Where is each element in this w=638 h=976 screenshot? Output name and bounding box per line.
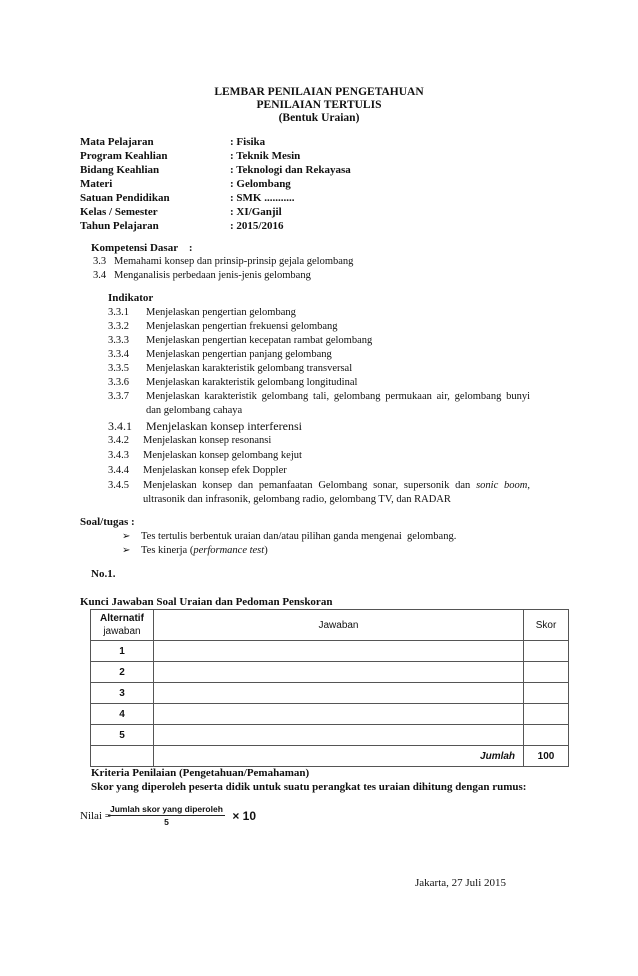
indikator-num: 3.3.3 [108,335,129,346]
indikator-text: Menjelaskan konsep efek Doppler [143,465,287,476]
indikator-text-part: Menjelaskan konsep dan pemanfaatan Gelombang sonar, supersonik dan [143,480,477,491]
table-row [91,704,569,725]
kriteria-heading: Kriteria Penilaian (Pengetahuan/Pemahaman) [91,767,310,779]
soal-item: Tes tertulis berbentuk uraian dan/atau pilihan ganda mengenai gelombang. [141,531,457,542]
indikator-num: 3.4.1 [108,419,132,433]
soal-heading: Soal/tugas : [80,516,135,528]
score-formula [108,804,256,827]
total-value: 100 [524,746,569,767]
formula-denominator: 5 [164,817,169,827]
meta-value-bidang-keahlian: : Teknologi dan Rekayasa [230,164,351,176]
indikator-num: 3.4.4 [108,465,129,476]
indikator-text: Menjelaskan konsep gelombang kejut [143,450,302,461]
indikator-num: 3.3.2 [108,321,129,332]
total-label: Jumlah [153,746,523,767]
score-cell [524,704,569,725]
formula-label: Nilai = [80,810,111,822]
indikator-num: 3.4.3 [108,450,129,461]
answer-cell [153,704,523,725]
row-number: 4 [91,704,154,725]
meta-value-mata-pelajaran: : Fisika [230,136,266,148]
kompetensi-num: 3.3 [93,256,107,267]
answer-cell [153,641,523,662]
row-number: 3 [91,683,154,704]
doc-title-line1: LEMBAR PENILAIAN PENGETAHUAN [214,86,424,98]
indikator-num: 3.3.5 [108,363,129,374]
score-cell [524,662,569,683]
indikator-num: 3.3.6 [108,377,129,388]
indikator-text: Menjelaskan konsep interferensi [146,419,302,433]
kompetensi-text: Menganalisis perbedaan jenis-jenis gelombang [114,270,311,281]
indikator-text: Menjelaskan pengertian kecepatan rambat gelombang [146,335,373,346]
indikator-text: Menjelaskan pengertian frekuensi gelombang [146,321,338,332]
column-header-alternatif-line2: jawaban [103,626,141,637]
meta-label-program-keahlian: Program Keahlian [80,150,168,162]
meta-label-kelas-semester: Kelas / Semester [80,206,158,218]
indikator-text: Menjelaskan pengertian gelombang [146,307,296,318]
indikator-text: Menjelaskan pengertian panjang gelombang [146,349,332,360]
table-row [91,641,569,662]
kriteria-rule: Skor yang diperoleh peserta didik untuk suatu perangkat tes uraian dihitung dengan rumus: [91,781,527,793]
indikator-text-continued: ultrasonik dan infrasonik, gelombang radio, gelombang TV, dan RADAR [143,494,451,505]
doc-title-line3: (Bentuk Uraian) [278,112,360,124]
table-row [91,725,569,746]
indikator-text: Menjelaskan karakteristik gelombang tali, gelombang permukaan air, gelombang bunyi [146,391,530,402]
soal-item [141,545,268,556]
total-empty-cell [91,746,154,767]
table-total-row [91,746,569,767]
score-cell [524,683,569,704]
indikator-num: 3.4.2 [108,435,129,446]
meta-label-tahun-pelajaran: Tahun Pelajaran [80,220,159,232]
indikator-num: 3.4.5 [108,480,129,491]
indikator-text: Menjelaskan karakteristik gelombang transversal [146,363,353,374]
kompetensi-num: 3.4 [93,270,107,281]
answer-cell [153,662,523,683]
row-number: 1 [91,641,154,662]
formula-numerator: Jumlah skor yang diperoleh [110,804,223,814]
doc-title-line2: PENILAIAN TERTULIS [256,99,382,111]
answer-cell [153,725,523,746]
indikator-text [143,480,530,491]
meta-label-mata-pelajaran: Mata Pelajaran [80,136,154,148]
indikator-num: 3.3.4 [108,349,129,360]
indikator-text-continued: dan gelombang cahaya [146,405,243,416]
answer-key-table [90,609,569,767]
score-cell [524,725,569,746]
meta-label-satuan-pendidikan: Satuan Pendidikan [80,192,170,204]
soal-item-part: ) [264,545,268,556]
meta-value-tahun-pelajaran: : 2015/2016 [230,220,284,232]
column-header-jawaban: Jawaban [153,610,523,641]
table-row [91,662,569,683]
kompetensi-text: Memahami konsep dan prinsip-prinsip gejala gelombang [114,256,354,267]
table-header-row [91,610,569,641]
score-cell [524,641,569,662]
meta-value-satuan-pendidikan: : SMK ........... [230,192,295,204]
table-row [91,683,569,704]
column-header-alternatif-line1: Alternatif [100,613,144,624]
row-number: 5 [91,725,154,746]
meta-value-kelas-semester: : XI/Ganjil [230,206,282,218]
indikator-num: 3.3.1 [108,307,129,318]
column-header-skor: Skor [524,610,569,641]
indikator-text-part: , [527,480,531,491]
meta-value-program-keahlian: : Teknik Mesin [230,150,301,162]
soal-item-part: Tes kinerja ( [141,545,194,556]
column-header-alternatif [91,610,154,641]
indikator-text: Menjelaskan karakteristik gelombang longitudinal [146,377,358,388]
kompetensi-heading: Kompetensi Dasar : [91,242,193,254]
question-number: No.1. [91,568,116,580]
meta-value-materi: : Gelombang [230,178,291,190]
indikator-text-italic: sonic boom [476,480,528,491]
formula-multiplier: × 10 [232,808,257,823]
soal-item-italic: performance test [193,545,265,556]
arrow-bullet-icon: ➢ [122,545,131,556]
indikator-num: 3.3.7 [108,391,129,402]
arrow-bullet-icon: ➢ [122,531,131,542]
meta-label-materi: Materi [80,178,113,190]
kunci-heading: Kunci Jawaban Soal Uraian dan Pedoman Penskoran [80,596,333,608]
answer-cell [153,683,523,704]
indikator-heading: Indikator [108,292,154,304]
meta-label-bidang-keahlian: Bidang Keahlian [80,164,160,176]
place-date: Jakarta, 27 Juli 2015 [415,877,507,889]
indikator-text: Menjelaskan konsep resonansi [143,435,272,446]
row-number: 2 [91,662,154,683]
formula-fraction [108,804,225,827]
